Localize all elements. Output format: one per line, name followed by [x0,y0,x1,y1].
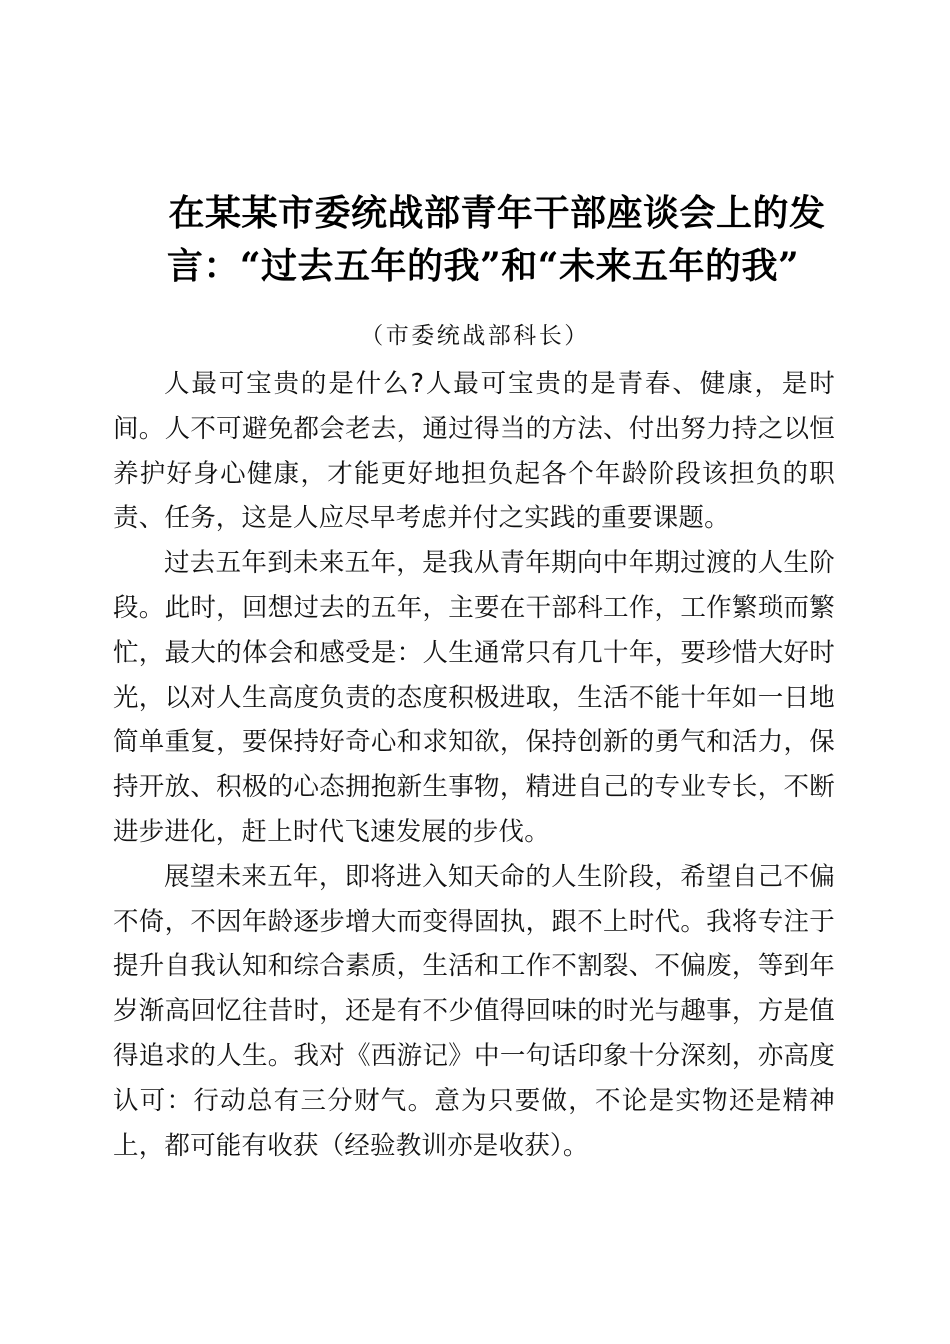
body-paragraph-1: 人最可宝贵的是什么?人最可宝贵的是青春、健康，是时间。人不可避免都会老去，通过得当的方法、付出努力持之以恒养护好身心健康，才能更好地担负起各个年龄阶段该担负的职责、任务，这是人应尽早考虑并付之实践的重要课题。 [113,369,835,534]
document-subtitle: （市委统战部科长） [360,323,590,349]
body-paragraph-3: 展望未来五年，即将进入知天命的人生阶段，希望自己不偏不倚，不因年龄逐步增大而变得固执，跟不上时代。我将专注于提升自我认知和综合素质，生活和工作不割裂、不偏废，等到年岁渐高回忆往昔时，还是有不少值得回味的时光与趣事，方是值得追求的人生。我对《西游记》中一句话印象十分深刻，亦高度认可：行动总有三分财气。意为只要做，不论是实物还是精神上，都可能有收获（经验教训亦是收获）。 [113,861,835,1161]
page-title [113,187,837,293]
document-body [113,362,835,1168]
page-title-line-1: 在某某市委统战部青年干部座谈会上的发 [168,192,826,235]
body-paragraph-2: 过去五年到未来五年，是我从青年期向中年期过渡的人生阶段。此时，回想过去的五年，主要在干部科工作，工作繁琐而繁忙，最大的体会和感受是：人生通常只有几十年，要珍惜大好时光，以对人生高度负责的态度积极进取，生活不能十年如一日地简单重复，要保持好奇心和求知欲，保持创新的勇气和活力，保持开放、积极的心态拥抱新生事物，精进自己的专业专长，不断进步进化，赶上时代飞速发展的步伐。 [113,548,835,847]
page-title-line-2: 言：“过去五年的我”和“未来五年的我” [166,245,800,288]
